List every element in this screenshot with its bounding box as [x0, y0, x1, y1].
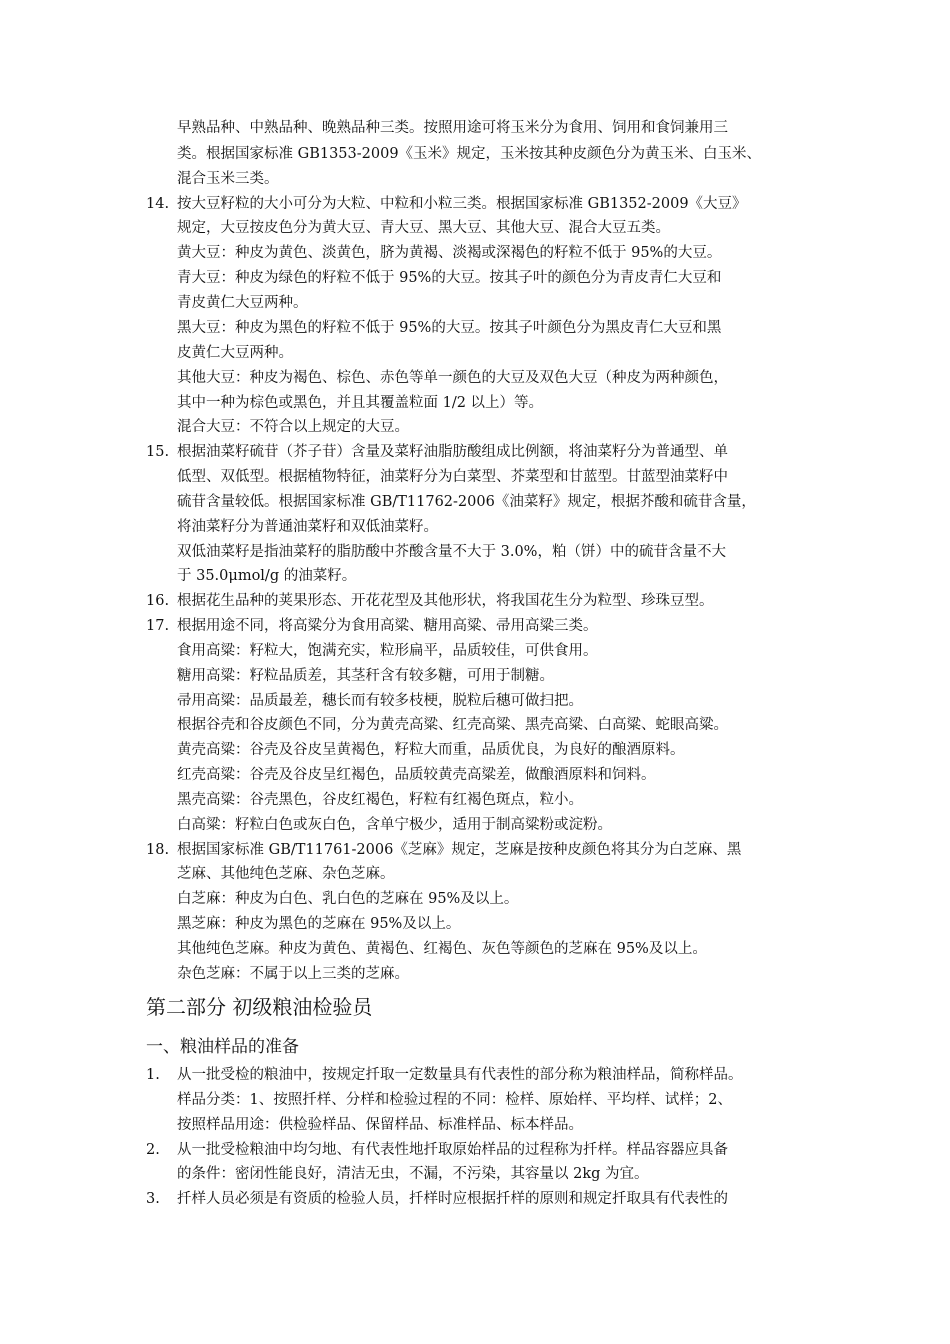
paragraph-line: 混合玉米三类。	[177, 171, 279, 187]
list-number: 15.	[146, 444, 170, 460]
list-number: 2.	[146, 1142, 160, 1158]
list-number: 1.	[146, 1067, 160, 1083]
paragraph-line: 扦样人员必须是有资质的检验人员，扦样时应根据扦样的原则和规定扦取具有代表性的	[177, 1191, 728, 1207]
paragraph-line: 帚用高粱：品质最差，穗长而有较多枝梗，脱粒后穗可做扫把。	[177, 693, 583, 709]
paragraph-line: 芝麻、其他纯色芝麻、杂色芝麻。	[177, 866, 395, 882]
paragraph-line: 于 35.0μmol/g 的油菜籽。	[177, 568, 357, 584]
paragraph-line: 红壳高粱：谷壳及谷皮呈红褐色，品质较黄壳高粱差，做酿酒原料和饲料。	[177, 767, 656, 783]
paragraph-line: 根据油菜籽硫苷（芥子苷）含量及菜籽油脂肪酸组成比例额，将油菜籽分为普通型、单	[177, 444, 728, 460]
list-number: 3.	[146, 1191, 160, 1207]
paragraph-line: 其他纯色芝麻。种皮为黄色、黄褐色、红褐色、灰色等颜色的芝麻在 95%及以上。	[177, 941, 707, 957]
paragraph-line: 其中一种为棕色或黑色，并且其覆盖粒面 1/2 以上）等。	[177, 395, 544, 411]
paragraph-line: 白芝麻：种皮为白色、乳白色的芝麻在 95%及以上。	[177, 891, 519, 907]
paragraph-line: 黄大豆：种皮为黄色、淡黄色，脐为黄褐、淡褐或深褐色的籽粒不低于 95%的大豆。	[177, 245, 722, 261]
paragraph-line: 混合大豆：不符合以上规定的大豆。	[177, 419, 409, 435]
paragraph-line: 从一批受检粮油中均匀地、有代表性地扦取原始样品的过程称为扦样。样品容器应具备	[177, 1142, 728, 1158]
subsection-heading: 一、粮油样品的准备	[146, 1037, 299, 1057]
paragraph-line: 糖用高粱：籽粒品质差，其茎秆含有较多糖，可用于制糖。	[177, 668, 554, 684]
list-number: 14.	[146, 196, 170, 212]
paragraph-line: 白高粱：籽粒白色或灰白色，含单宁极少，适用于制高粱粉或淀粉。	[177, 817, 612, 833]
list-number: 18.	[146, 842, 170, 858]
paragraph-line: 硫苷含量较低。根据国家标准 GB/T11762-2006《油菜籽》规定，根据芥酸和硫苷含量，	[177, 494, 756, 510]
paragraph-line: 按大豆籽粒的大小可分为大粒、中粒和小粒三类。根据国家标准 GB1352-2009《大豆》	[177, 196, 747, 212]
paragraph-line: 根据用途不同，将高粱分为食用高粱、糖用高粱、帚用高粱三类。	[177, 618, 598, 634]
paragraph-line: 黑芝麻：种皮为黑色的芝麻在 95%及以上。	[177, 916, 461, 932]
paragraph-line: 黑壳高粱：谷壳黑色，谷皮红褐色，籽粒有红褐色斑点，粒小。	[177, 792, 583, 808]
paragraph-line: 的条件：密闭性能良好，清洁无虫，不漏，不污染，其容量以 2kg 为宜。	[177, 1166, 649, 1182]
section-heading: 第二部分 初级粮油检验员	[146, 995, 373, 1019]
paragraph-line: 其他大豆：种皮为褐色、棕色、赤色等单一颜色的大豆及双色大豆（种皮为两种颜色，	[177, 370, 728, 386]
paragraph-line: 低型、双低型。根据植物特征，油菜籽分为白菜型、芥菜型和甘蓝型。甘蓝型油菜籽中	[177, 469, 728, 485]
paragraph-line: 根据花生品种的荚果形态、开花花型及其他形状，将我国花生分为粒型、珍珠豆型。	[177, 593, 714, 609]
list-number: 17.	[146, 618, 170, 634]
paragraph-line: 按照样品用途：供检验样品、保留样品、标准样品、标本样品。	[177, 1117, 583, 1133]
paragraph-line: 黑大豆：种皮为黑色的籽粒不低于 95%的大豆。按其子叶颜色分为黑皮青仁大豆和黑	[177, 320, 722, 336]
list-number: 16.	[146, 593, 170, 609]
paragraph-line: 青大豆：种皮为绿色的籽粒不低于 95%的大豆。按其子叶的颜色分为青皮青仁大豆和	[177, 270, 722, 286]
paragraph-line: 根据谷壳和谷皮颜色不同，分为黄壳高粱、红壳高粱、黑壳高粱、白高粱、蛇眼高粱。	[177, 717, 728, 733]
paragraph-line: 样品分类：1、按照扦样、分样和检验过程的不同：检样、原始样、平均样、试样；2、	[177, 1092, 732, 1108]
paragraph-line: 早熟品种、中熟品种、晚熟品种三类。按照用途可将玉米分为食用、饲用和食饲兼用三	[177, 120, 728, 136]
paragraph-line: 皮黄仁大豆两种。	[177, 345, 293, 361]
paragraph-line: 将油菜籽分为普通油菜籽和双低油菜籽。	[177, 519, 438, 535]
paragraph-line: 食用高粱：籽粒大，饱满充实，粒形扁平，品质较佳，可供食用。	[177, 643, 598, 659]
paragraph-line: 青皮黄仁大豆两种。	[177, 295, 308, 311]
paragraph-line: 黄壳高粱：谷壳及谷皮呈黄褐色，籽粒大而重，品质优良，为良好的酿酒原料。	[177, 742, 685, 758]
paragraph-line: 规定，大豆按皮色分为黄大豆、青大豆、黑大豆、其他大豆、混合大豆五类。	[177, 220, 670, 236]
paragraph-line: 根据国家标准 GB/T11761-2006《芝麻》规定，芝麻是按种皮颜色将其分为白芝麻、黑	[177, 842, 742, 858]
paragraph-line: 双低油菜籽是指油菜籽的脂肪酸中芥酸含量不大于 3.0%，粕（饼）中的硫苷含量不大	[177, 544, 726, 560]
paragraph-line: 从一批受检的粮油中，按规定扦取一定数量具有代表性的部分称为粮油样品，简称样品。	[177, 1067, 743, 1083]
paragraph-line: 杂色芝麻：不属于以上三类的芝麻。	[177, 966, 409, 982]
paragraph-line: 类。根据国家标准 GB1353-2009《玉米》规定，玉米按其种皮颜色分为黄玉米、白玉米、	[177, 146, 762, 162]
